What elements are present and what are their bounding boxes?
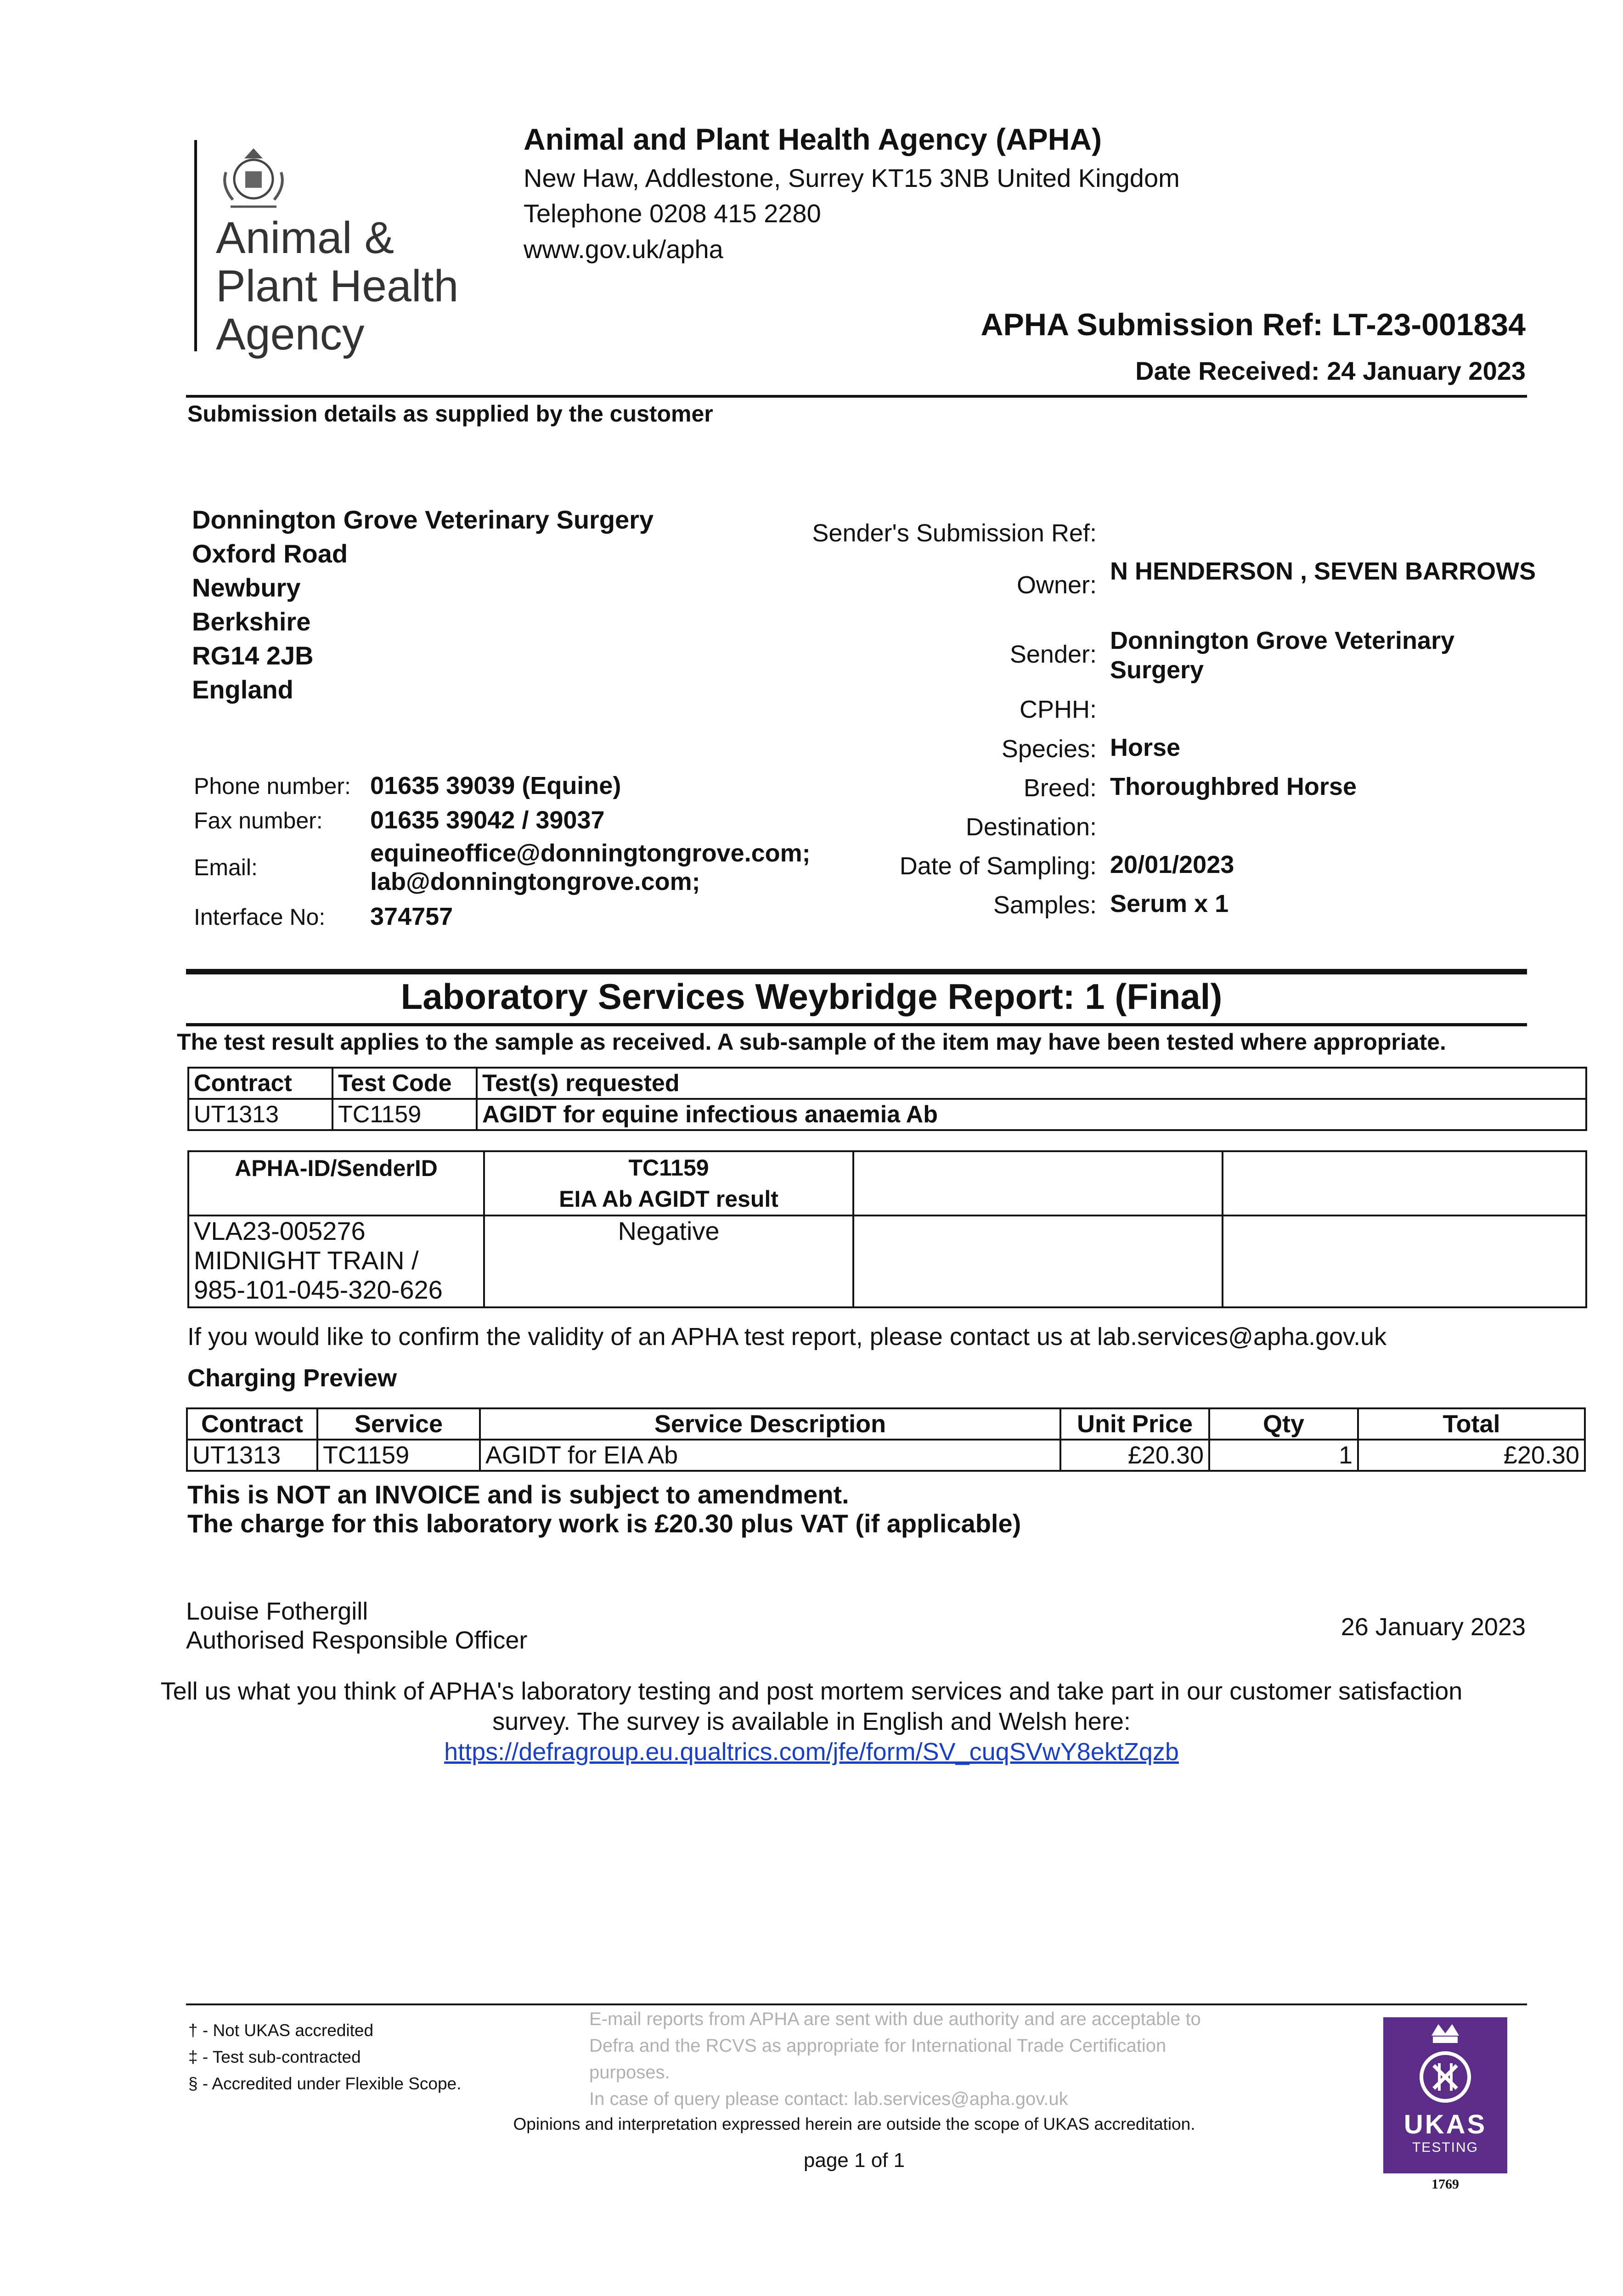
date-received: Date Received: 24 January 2023 bbox=[1135, 356, 1526, 385]
tests-table bbox=[187, 1067, 1587, 1131]
table-cell: 1 bbox=[1209, 1440, 1358, 1471]
table-cell: AGIDT for EIA Ab bbox=[480, 1440, 1060, 1471]
sender-ref-label: Sender's Submission Ref: bbox=[812, 519, 1097, 547]
table-row bbox=[188, 1099, 1586, 1130]
email-label: Email: bbox=[194, 855, 258, 880]
agency-name: Animal and Plant Health Agency (APHA) bbox=[524, 122, 1102, 156]
table-row bbox=[187, 1408, 1585, 1440]
table-header-cell: Qty bbox=[1209, 1408, 1358, 1440]
table-cell: TC1159 bbox=[332, 1099, 477, 1130]
table-row bbox=[187, 1440, 1585, 1471]
table-header-cell: Total bbox=[1358, 1408, 1585, 1440]
sampling-label: Date of Sampling: bbox=[899, 852, 1097, 880]
royal-crest-icon bbox=[212, 140, 295, 214]
table-cell: UT1313 bbox=[188, 1099, 332, 1130]
table-cell: £20.30 bbox=[1358, 1440, 1585, 1471]
table-cell: AGIDT for equine infectious anaemia Ab bbox=[477, 1099, 1586, 1130]
section-label: Submission details as supplied by the customer bbox=[187, 401, 713, 427]
agency-telephone: Telephone 0208 415 2280 bbox=[524, 199, 821, 228]
cphh-label: CPHH: bbox=[1019, 696, 1097, 723]
table-row bbox=[188, 1151, 1586, 1216]
report-top-rule bbox=[186, 969, 1527, 974]
sender-label: Sender: bbox=[1009, 641, 1097, 668]
fax-value: 01635 39042 / 39037 bbox=[370, 806, 605, 834]
report-bottom-rule bbox=[186, 1023, 1527, 1026]
customer-address: Donnington Grove Veterinary Surgery Oxford Road Newbury Berkshire RG14 2JB England bbox=[192, 505, 654, 704]
table-header-cell: Unit Price bbox=[1060, 1408, 1209, 1440]
page-number: page 1 of 1 bbox=[803, 2149, 905, 2172]
agency-address: New Haw, Addlestone, Surrey KT15 3NB United Kingdom bbox=[524, 163, 1180, 192]
email-value: equineoffice@donningtongrove.com; lab@donningtongrove.com; bbox=[370, 839, 811, 895]
results-table bbox=[187, 1150, 1587, 1308]
charge-note: The charge for this laboratory work is £20.30 plus VAT (if applicable) bbox=[187, 1509, 1021, 1538]
survey-block: Tell us what you think of APHA's laboratory testing and post mortem services and take part in our customer satisfaction survey. The survey is available in English and Welsh here: https://defragroup.eu.qualtrics.com/jfe/form/SV_cuqSVwY8ektZqzb bbox=[160, 1677, 1463, 1766]
signoff-name: Louise Fothergill bbox=[186, 1598, 368, 1625]
empty-cell bbox=[853, 1151, 1223, 1216]
logo-text: Animal & Plant Health Agency bbox=[216, 213, 459, 359]
breed-label: Breed: bbox=[1023, 774, 1097, 802]
signoff-role: Authorised Responsible Officer bbox=[186, 1626, 528, 1654]
confirm-note: If you would like to confirm the validity of an APHA test report, please contact us at lab.services@apha.gov.uk bbox=[187, 1323, 1387, 1351]
interface-label: Interface No: bbox=[194, 904, 326, 930]
submission-ref: APHA Submission Ref: LT-23-001834 bbox=[981, 307, 1526, 342]
table-row bbox=[188, 1216, 1586, 1307]
species-value: Horse bbox=[1110, 734, 1181, 761]
footer-legend: † - Not UKAS accredited ‡ - Test sub-contracted § - Accredited under Flexible Scope. bbox=[188, 2021, 462, 2093]
logo-bar bbox=[194, 140, 197, 351]
breed-value: Thoroughbred Horse bbox=[1110, 773, 1357, 800]
ukas-testing: TESTING bbox=[1412, 2140, 1478, 2155]
results-value: Negative bbox=[484, 1216, 853, 1307]
agency-website: www.gov.uk/apha bbox=[524, 235, 723, 264]
report-applies-note: The test result applies to the sample as received. A sub-sample of the item may have been tested where appropriate. bbox=[177, 1029, 1446, 1055]
empty-cell bbox=[853, 1216, 1223, 1307]
empty-cell bbox=[1223, 1151, 1586, 1216]
samples-value: Serum x 1 bbox=[1110, 890, 1229, 917]
phone-value: 01635 39039 (Equine) bbox=[370, 772, 621, 799]
table-header-cell: Test(s) requested bbox=[477, 1068, 1586, 1099]
results-test-header: TC1159 EIA Ab AGIDT result bbox=[484, 1151, 853, 1216]
sender-value: Donnington Grove Veterinary Surgery bbox=[1110, 627, 1455, 684]
ukas-name: UKAS bbox=[1403, 2110, 1487, 2139]
phone-label: Phone number: bbox=[194, 773, 351, 799]
not-invoice-note: This is NOT an INVOICE and is subject to amendment. bbox=[187, 1480, 849, 1509]
sampling-value: 20/01/2023 bbox=[1110, 851, 1234, 878]
owner-value: N HENDERSON , SEVEN BARROWS bbox=[1110, 557, 1536, 585]
results-id-header: APHA-ID/SenderID bbox=[188, 1151, 484, 1216]
samples-label: Samples: bbox=[993, 891, 1097, 919]
table-cell: TC1159 bbox=[317, 1440, 480, 1471]
footer-rule bbox=[186, 2003, 1527, 2005]
charging-title: Charging Preview bbox=[187, 1364, 397, 1392]
results-id-cell: VLA23-005276 MIDNIGHT TRAIN / 985-101-045-320-626 bbox=[188, 1216, 484, 1307]
ukas-crown-icon bbox=[1383, 2017, 1507, 2109]
empty-cell bbox=[1223, 1216, 1586, 1307]
species-label: Species: bbox=[1001, 735, 1097, 763]
table-cell: UT1313 bbox=[187, 1440, 317, 1471]
table-header-cell: Service Description bbox=[480, 1408, 1060, 1440]
footer-email-note: E-mail reports from APHA are sent with due authority and are acceptable to Defra and the RCVS as appropriate for International Trade Certification purposes. In case of query please contact: lab.services@apha.gov.uk bbox=[589, 2009, 1201, 2109]
header-divider bbox=[186, 395, 1527, 398]
table-row bbox=[188, 1068, 1586, 1099]
table-header-cell: Service bbox=[317, 1408, 480, 1440]
table-header-cell: Test Code bbox=[332, 1068, 477, 1099]
table-cell: £20.30 bbox=[1060, 1440, 1209, 1471]
interface-value: 374757 bbox=[370, 903, 453, 930]
ukas-number: 1769 bbox=[1431, 2177, 1459, 2192]
owner-label: Owner: bbox=[1016, 571, 1097, 599]
destination-label: Destination: bbox=[965, 813, 1097, 841]
table-header-cell: Contract bbox=[188, 1068, 332, 1099]
fax-label: Fax number: bbox=[194, 808, 323, 833]
table-header-cell: Contract bbox=[187, 1408, 317, 1440]
signoff-date: 26 January 2023 bbox=[1341, 1613, 1526, 1641]
report-title: Laboratory Services Weybridge Report: 1 (Final) bbox=[400, 976, 1223, 1017]
footer-opinions: Opinions and interpretation expressed herein are outside the scope of UKAS accreditation. bbox=[513, 2115, 1195, 2133]
charging-table bbox=[186, 1407, 1586, 1472]
ukas-badge bbox=[1383, 2017, 1507, 2173]
survey-link[interactable]: https://defragroup.eu.qualtrics.com/jfe/form/SV_cuqSVwY8ektZqzb bbox=[444, 1738, 1179, 1766]
